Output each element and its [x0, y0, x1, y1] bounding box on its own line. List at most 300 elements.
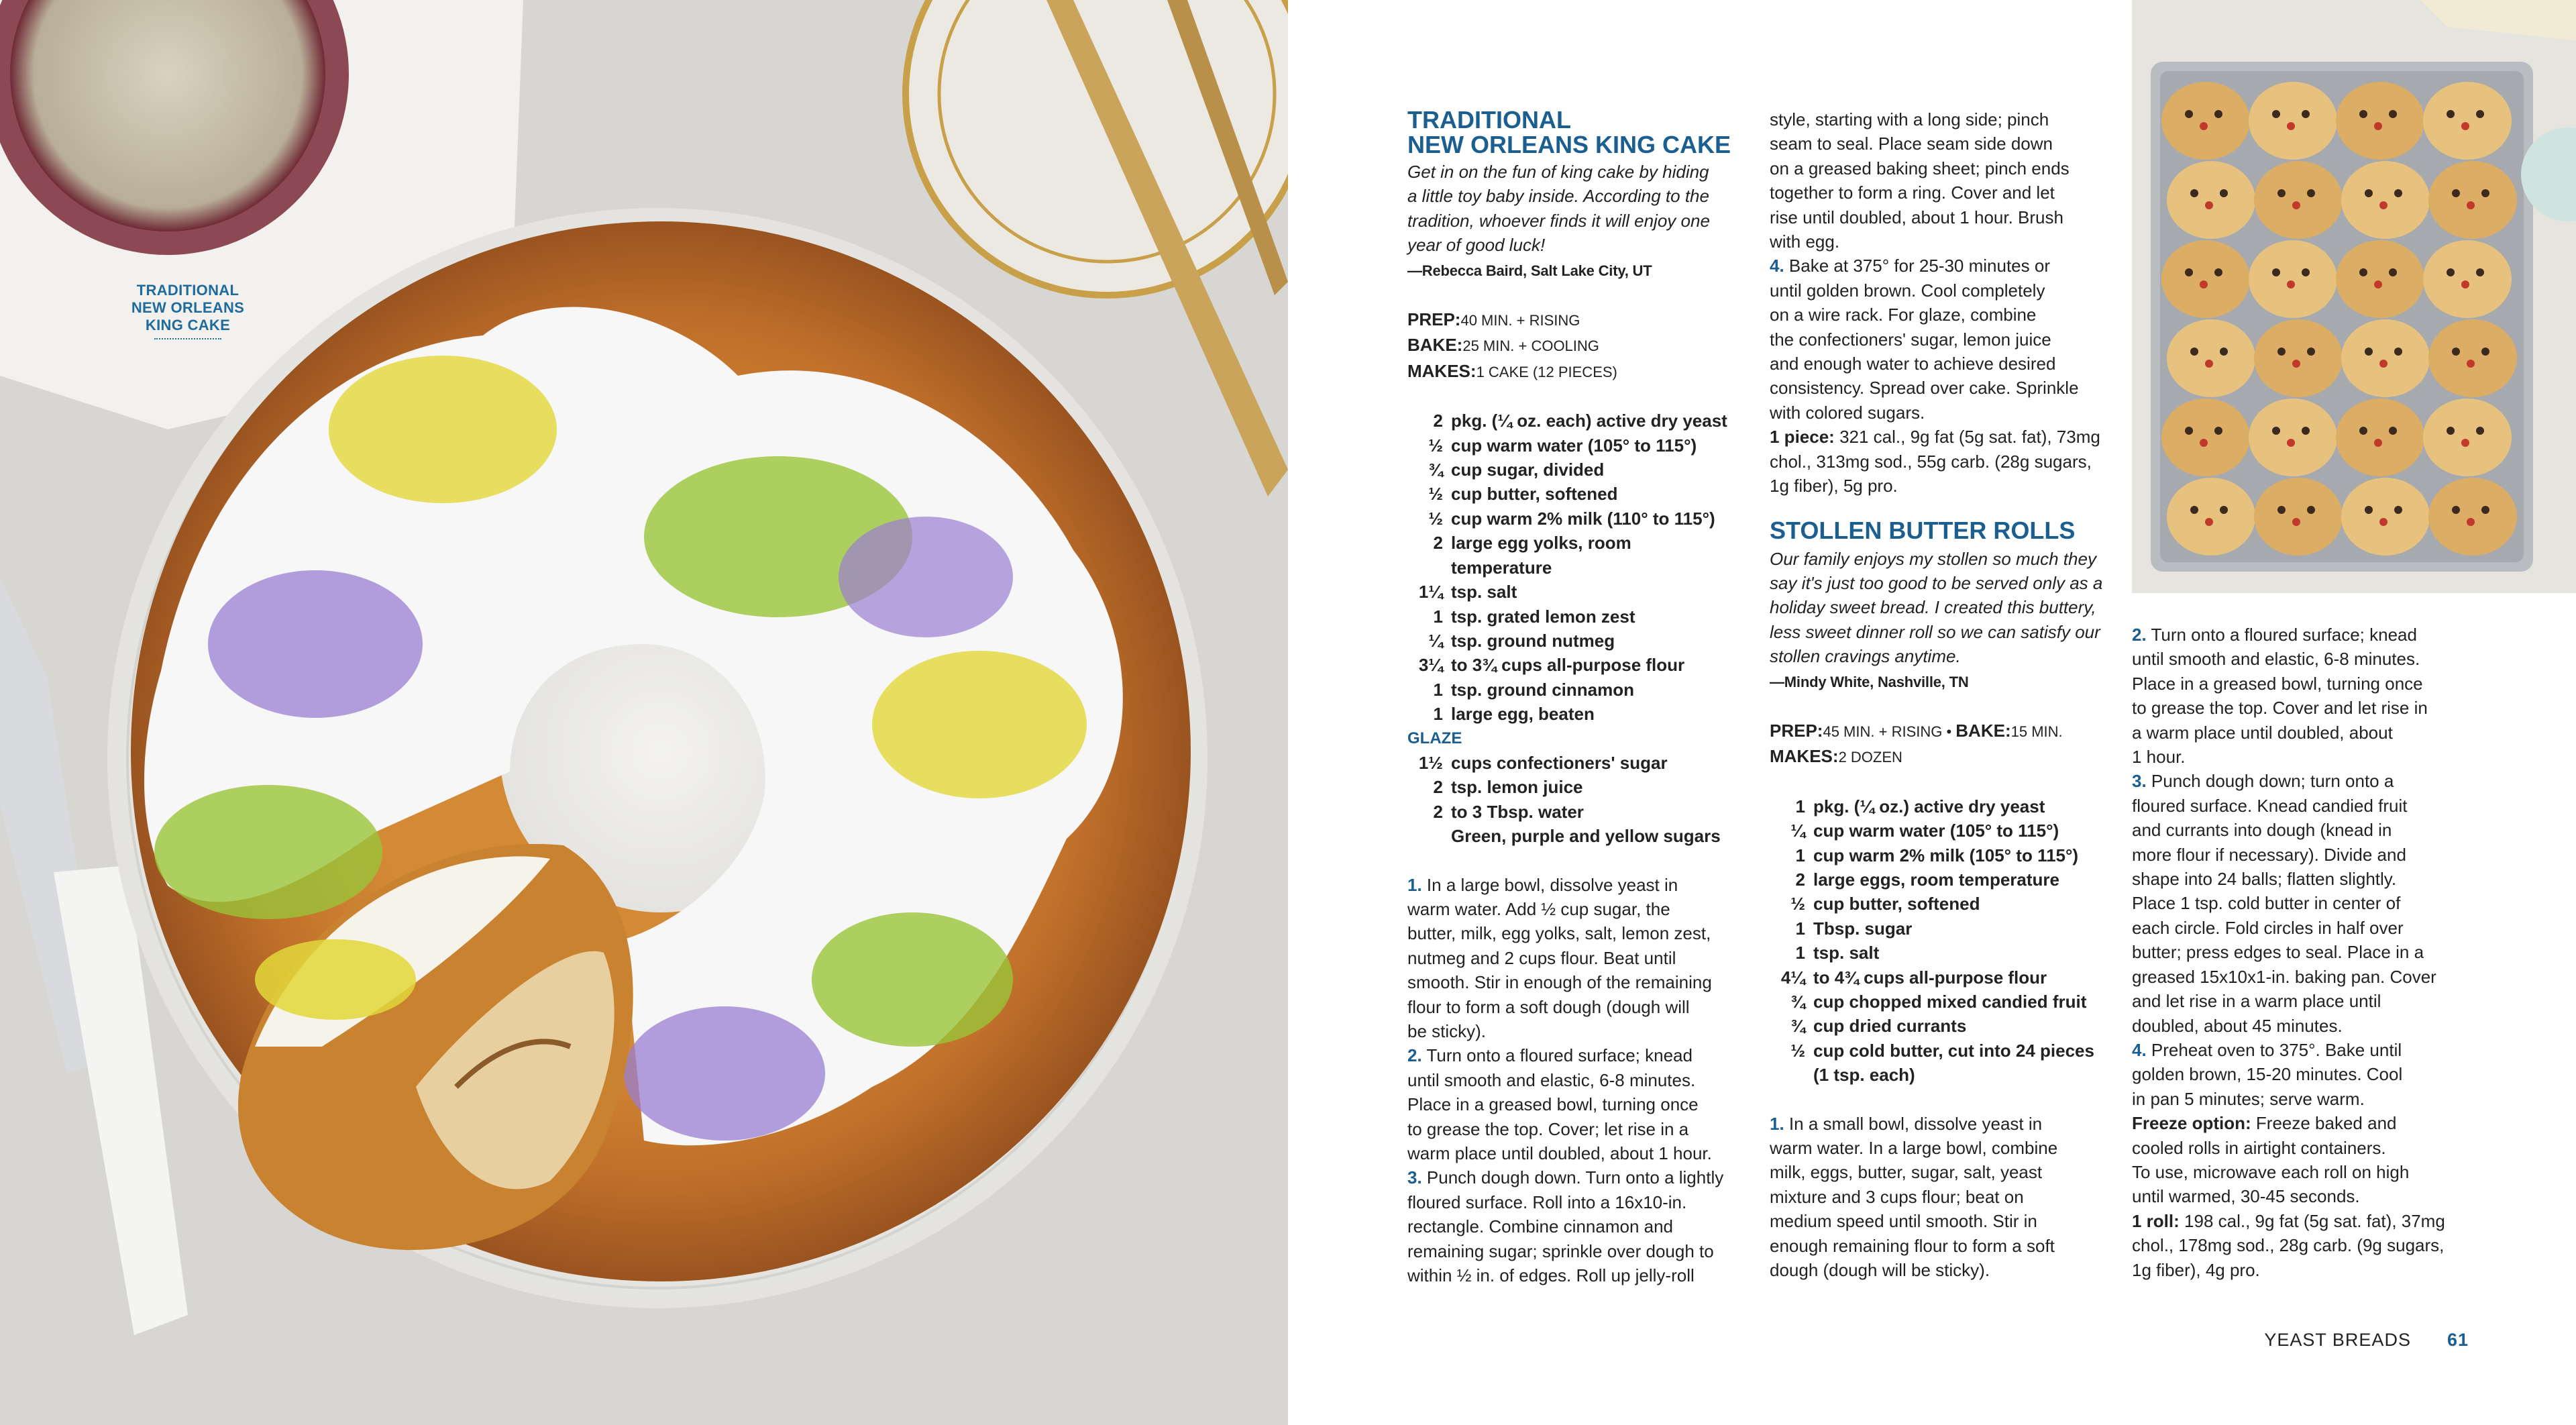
text-line: warm water. Add ½ cup sugar, the [1407, 898, 1670, 919]
fruit-dot [2389, 427, 2397, 435]
ingredient-text: large egg, beaten [1451, 704, 1595, 725]
intro-line: tradition, whoever finds it will enjoy one [1407, 210, 1710, 231]
ingredient-row [1407, 653, 1750, 677]
ingredient-text: cup warm 2% milk (105° to 115°) [1813, 845, 2079, 865]
text-line: To use, microwave each roll on high [2132, 1161, 2410, 1182]
fruit-dot [2190, 189, 2198, 197]
step-number: 2. [1407, 1045, 1422, 1066]
text-line: cooled rolls in airtight containers. [2132, 1137, 2386, 1158]
fruit-dot [2476, 268, 2484, 276]
glaze-heading: GLAZE [1407, 729, 1462, 747]
page-number: 61 [2447, 1330, 2469, 1350]
roll-shape [2167, 161, 2255, 239]
ingredient-text: large eggs, room temperature [1813, 869, 2059, 890]
text-line: Place in a greased bowl, turning once [1407, 1094, 1699, 1115]
fruit-dot [2200, 122, 2208, 130]
fruit-dot [2452, 348, 2460, 356]
step-number: 4. [2132, 1039, 2147, 1060]
roll-shape [2161, 399, 2250, 476]
fruit-dot [2467, 518, 2475, 526]
fruit-dot [2190, 506, 2198, 514]
intro-line: a little toy baby inside. According to the [1407, 186, 1709, 207]
ingredient-quantity: 2 [1795, 869, 1805, 890]
makes-label: MAKES: [1770, 746, 1839, 767]
fruit-dot [2379, 201, 2387, 209]
text-line: Turn onto a floured surface; knead [1426, 1045, 1693, 1066]
ingredient-quantity: 2 [1433, 533, 1443, 553]
text-line: enough remaining flour to form a soft [1770, 1235, 2055, 1256]
step-continuation [1770, 107, 2112, 254]
text-line: together to form a ring. Cover and let [1770, 182, 2055, 203]
text-line: until smooth and elastic, 6-8 minutes. [1407, 1069, 1696, 1090]
recipe-byline: —Rebecca Baird, Salt Lake City, UT [1407, 262, 1652, 279]
text-line: butter, milk, egg yolks, salt, lemon zest, [1407, 923, 1711, 944]
ingredient-row [1407, 556, 1750, 580]
fruit-dot [2277, 348, 2286, 356]
step-paragraph [1770, 1112, 2112, 1283]
text-line: doubled, about 45 minutes. [2132, 1015, 2343, 1036]
fruit-dot [2461, 122, 2469, 130]
text-line: Our family enjoys my stollen so much they [1770, 548, 2096, 569]
ingredient-quantity: ½ [1790, 1040, 1805, 1061]
text-line: to grease the top. Cover and let rise in [2132, 698, 2428, 719]
text-line: 1g fiber), 4g pro. [2132, 1259, 2260, 1280]
fruit-dot [2220, 189, 2228, 197]
prep-label: PREP: [1770, 720, 1823, 741]
ingredient-row [1770, 916, 2112, 941]
ingredient-row [1407, 409, 1750, 433]
fruit-dot [2272, 268, 2280, 276]
fruit-dot [2389, 268, 2397, 276]
fruit-dot [2481, 189, 2489, 197]
text-line: golden brown, 15-20 minutes. Cool [2132, 1064, 2403, 1085]
ingredient-text: cup dried currants [1813, 1016, 1967, 1037]
step-number: 1. [1770, 1113, 1784, 1134]
ingredient-text: temperature [1451, 557, 1552, 578]
ingredient-row [1770, 819, 2112, 843]
ingredient-quantity: 1 [1433, 606, 1443, 627]
glaze-ingredient-list [1407, 751, 1750, 849]
ingredient-text: tsp. ground nutmeg [1451, 630, 1615, 651]
text-line: in pan 5 minutes; serve warm. [2132, 1088, 2365, 1109]
text-line: 198 cal., 9g fat (5g sat. fat), 37mg [2184, 1210, 2445, 1231]
stollen-rolls-photo [2132, 0, 2576, 593]
ingredient-text: tsp. grated lemon zest [1451, 606, 1635, 627]
ingredient-row [1407, 751, 1750, 775]
text-line: nutmeg and 2 cups flour. Beat until [1407, 947, 1676, 968]
step-paragraph [1407, 1043, 1750, 1165]
text-line: butter; press edges to seal. Place in a [2132, 942, 2424, 963]
ingredient-text: (1 tsp. each) [1813, 1065, 1915, 1086]
ingredient-quantity [1407, 824, 1451, 848]
fruit-dot [2220, 348, 2228, 356]
ingredient-row [1407, 775, 1750, 799]
fruit-dot [2302, 110, 2310, 118]
ingredient-row [1407, 678, 1750, 702]
fruit-dot [2292, 518, 2300, 526]
step-paragraph [1770, 107, 2112, 254]
text-line: less sweet dinner roll so we can satisfy our [1770, 621, 2100, 642]
recipe-step [2132, 623, 2467, 769]
makes-label: MAKES: [1407, 360, 1477, 381]
fruit-dot [2272, 427, 2280, 435]
fruit-dot [2476, 110, 2484, 118]
text-line: style, starting with a long side; pinch [1770, 109, 2049, 129]
section-name: YEAST BREADS [2264, 1330, 2411, 1350]
text-line: greased 15x10x1-in. baking pan. Cover [2132, 966, 2436, 987]
recipe-title [1407, 107, 1750, 157]
roll-shape [2254, 319, 2343, 397]
ingredient-row [1770, 867, 2112, 892]
ingredient-quantity: 1 [1795, 796, 1805, 816]
text-line: with colored sugars. [1770, 402, 1925, 423]
ingredient-quantity: 1 [1795, 943, 1805, 963]
fruit-dot [2307, 506, 2315, 514]
nutrition-facts [1770, 425, 2112, 498]
text-line: floured surface. Roll into a 16x10-in. [1407, 1192, 1687, 1212]
ingredient-text: tsp. lemon juice [1451, 777, 1583, 798]
ingredient-row [1770, 941, 2112, 965]
step-number: 3. [2132, 771, 2147, 792]
fruit-dot [2447, 268, 2455, 276]
roll-shape [2167, 319, 2255, 397]
roll-shape [2167, 478, 2255, 556]
ingredient-text: cup warm 2% milk (110° to 115°) [1451, 508, 1715, 529]
nutrition-facts [2132, 1209, 2467, 1282]
text-line: In a small bowl, dissolve yeast in [1788, 1113, 2043, 1134]
fruit-dot [2394, 506, 2402, 514]
text-line: Place 1 tsp. cold butter in center of [2132, 893, 2401, 914]
fruit-dot [2481, 506, 2489, 514]
roll-shape [2161, 82, 2250, 160]
ingredient-row [1407, 629, 1750, 653]
text-line: rise until doubled, about 1 hour. Brush [1770, 207, 2063, 227]
fruit-dot [2394, 348, 2402, 356]
fruit-dot [2185, 427, 2193, 435]
step-paragraph [2132, 769, 2467, 1037]
photo-caption-line: TRADITIONAL [136, 282, 239, 299]
text-line: 321 cal., 9g fat (5g sat. fat), 73mg [1839, 427, 2100, 447]
ingredient-text: to 3 Tbsp. water [1451, 801, 1584, 822]
column-2 [1770, 107, 2112, 1282]
ingredient-row [1770, 1063, 2112, 1087]
roll-shape [2336, 82, 2424, 160]
step-paragraph [2132, 1038, 2467, 1111]
roll-shape [2249, 399, 2337, 476]
ingredient-row [1770, 843, 2112, 867]
fruit-dot [2287, 122, 2295, 130]
fruit-dot [2190, 348, 2198, 356]
recipe-intro [1407, 160, 1750, 258]
nutrition-label: 1 piece: [1770, 427, 1835, 447]
ingredient-quantity: 3¼ [1418, 655, 1443, 676]
photo-caption-line: NEW ORLEANS [131, 299, 245, 316]
roll-shape [2249, 82, 2337, 160]
photo-caption-line: KING CAKE [145, 317, 231, 333]
text-line: on a greased baking sheet; pinch ends [1770, 158, 2070, 178]
fruit-dot [2379, 518, 2387, 526]
freeze-option [2132, 1111, 2467, 1209]
ingredient-text: cup butter, softened [1451, 484, 1618, 505]
ingredient-quantity: 1½ [1418, 752, 1443, 773]
roll-shape [2249, 240, 2337, 318]
fruit-dot [2365, 189, 2373, 197]
nutrition [2132, 1209, 2467, 1282]
ingredient-quantity: 1 [1795, 845, 1805, 865]
photo-caption [131, 282, 245, 339]
recipe-title-line: NEW ORLEANS KING CAKE [1407, 131, 1731, 158]
fruit-dot [2272, 110, 2280, 118]
ingredient-quantity [1770, 1063, 1813, 1087]
text-line: smooth. Stir in enough of the remaining [1407, 972, 1712, 993]
text-line: on a wire rack. For glaze, combine [1770, 305, 2037, 325]
text-line: more flour if necessary). Divide and [2132, 844, 2406, 865]
fruit-dot [2447, 427, 2455, 435]
ingredient-text: cups confectioners' sugar [1451, 752, 1668, 773]
ingredient-row [1770, 965, 2112, 990]
intro-line: year of good luck! [1407, 235, 1546, 256]
fruit-dot [2447, 110, 2455, 118]
ingredient-quantity: 1 [1433, 679, 1443, 700]
recipe-meta [1770, 719, 2112, 770]
fruit-dot [2307, 348, 2315, 356]
ingredient-quantity: 1 [1433, 704, 1443, 725]
fruit-dot [2365, 506, 2373, 514]
text-line: within ½ in. of edges. Roll up jelly-roll [1407, 1265, 1695, 1286]
intro-line: Get in on the fun of king cake by hiding [1407, 162, 1709, 182]
fruit-dot [2307, 189, 2315, 197]
text-line: flour to form a soft dough (dough will [1407, 996, 1690, 1017]
fruit-dot [2292, 201, 2300, 209]
fruit-dot [2452, 189, 2460, 197]
text-line: stollen cravings anytime. [1770, 646, 1961, 667]
ingredient-row [1770, 892, 2112, 916]
text-line: Freeze baked and [2255, 1113, 2397, 1134]
ingredient-row [1407, 800, 1750, 824]
fruit-dot [2287, 280, 2295, 288]
text-line: each circle. Fold circles in half over [2132, 917, 2404, 938]
roll-shape [2423, 240, 2512, 318]
text-line: and let rise in a warm place until [2132, 991, 2381, 1012]
roll-shape [2254, 478, 2343, 556]
fruit-dot [2467, 360, 2475, 368]
text-line: In a large bowl, dissolve yeast in [1426, 874, 1678, 895]
bake-label: BAKE: [1955, 720, 2011, 741]
roll-shape [2423, 82, 2512, 160]
recipe-page [1288, 0, 2576, 1425]
nutrition-label: 1 roll: [2132, 1210, 2180, 1231]
fruit-dot [2359, 110, 2367, 118]
ingredient-row [1407, 482, 1750, 506]
fruit-dot [2359, 268, 2367, 276]
ingredient-quantity: 2 [1433, 777, 1443, 798]
ingredient-text: tsp. ground cinnamon [1451, 679, 1634, 700]
text-line: medium speed until smooth. Stir in [1770, 1211, 2037, 1232]
ingredient-row [1770, 1039, 2112, 1063]
text-line: 1 hour. [2132, 747, 2186, 768]
ingredient-quantity: 1 [1795, 918, 1805, 939]
recipe-byline: —Mindy White, Nashville, TN [1770, 673, 1969, 690]
recipe-meta [1407, 307, 1750, 384]
fruit-dot [2461, 280, 2469, 288]
column-3 [2132, 623, 2467, 1282]
ingredient-quantity: 4¼ [1780, 967, 1805, 988]
roll-shape [2341, 161, 2430, 239]
text-line: until smooth and elastic, 6-8 minutes. [2132, 649, 2420, 670]
step-number: 3. [1407, 1167, 1422, 1188]
roll-shape [2428, 319, 2517, 397]
freeze-option-label: Freeze option: [2132, 1113, 2251, 1134]
ingredient-quantity: 2 [1433, 801, 1443, 822]
ingredient-row [1407, 507, 1750, 531]
column-1 [1407, 107, 1750, 1287]
text-line: floured surface. Knead candied fruit [2132, 795, 2408, 816]
ingredient-text: pkg. (¼ oz.) active dry yeast [1813, 796, 2045, 816]
ingredient-text: Green, purple and yellow sugars [1451, 826, 1721, 847]
text-line: rectangle. Combine cinnamon and [1407, 1216, 1674, 1237]
recipe-step [2132, 1038, 2467, 1111]
text-line: Bake at 375° for 25-30 minutes or [1788, 256, 2050, 276]
ingredient-text: cup sugar, divided [1451, 460, 1605, 480]
text-line: shape into 24 balls; flatten slightly. [2132, 869, 2397, 890]
fruit-dot [2302, 268, 2310, 276]
ingredient-quantity: ¾ [1790, 992, 1805, 1012]
text-line: warm water. In a large bowl, combine [1770, 1138, 2058, 1159]
fruit-dot [2452, 506, 2460, 514]
prep-value: 45 MIN. + RISING • [1823, 723, 1956, 740]
text-line: warm place until doubled, about 1 hour. [1407, 1143, 1712, 1164]
ingredient-list [1770, 794, 2112, 1088]
ingredient-text: cup chopped mixed candied fruit [1813, 992, 2087, 1012]
fruit-dot [2359, 427, 2367, 435]
ingredient-row [1407, 531, 1750, 555]
ingredient-text: tsp. salt [1451, 582, 1517, 602]
ingredient-quantity: 1¼ [1418, 582, 1443, 602]
ingredient-text: pkg. (¼ oz. each) active dry yeast [1451, 411, 1727, 431]
text-line: and currants into dough (knead in [2132, 820, 2392, 841]
bake-label: BAKE: [1407, 335, 1463, 356]
fruit-dot [2374, 439, 2382, 447]
step-number: 2. [2132, 625, 2147, 645]
text-line: consistency. Spread over cake. Sprinkle [1770, 378, 2079, 399]
ingredient-text: cup warm water (105° to 115°) [1813, 821, 2059, 841]
ingredient-quantity: ¾ [1428, 460, 1443, 480]
fruit-dot [2365, 348, 2373, 356]
step-number: 1. [1407, 874, 1422, 895]
ingredient-quantity: ¾ [1790, 1016, 1805, 1037]
fruit-dot [2277, 189, 2286, 197]
text-line: to grease the top. Cover; let rise in a [1407, 1118, 1689, 1139]
recipe-title: STOLLEN BUTTER ROLLS [1770, 516, 2076, 544]
text-line: until warmed, 30-45 seconds. [2132, 1186, 2360, 1207]
fruit-dot [2214, 427, 2222, 435]
ingredient-quantity: ½ [1428, 508, 1443, 529]
roll-shape [2428, 478, 2517, 556]
fruit-dot [2394, 189, 2402, 197]
recipe-steps [1407, 873, 1750, 1288]
text-line: milk, eggs, butter, sugar, salt, yeast [1770, 1162, 2043, 1183]
fruit-dot [2205, 518, 2213, 526]
text-line: 1g fiber), 5g pro. [1770, 476, 1898, 496]
roll-shape [2341, 319, 2430, 397]
fruit-dot [2214, 110, 2222, 118]
ingredient-list [1407, 409, 1750, 726]
fruit-dot [2200, 280, 2208, 288]
ingredient-row [1770, 794, 2112, 819]
caption-dots [154, 338, 221, 339]
recipe-step [1770, 1112, 2112, 1283]
fruit-dot [2205, 201, 2213, 209]
text-line: be sticky). [1407, 1021, 1487, 1041]
makes-value: 1 CAKE (12 PIECES) [1476, 363, 1617, 380]
text-line: Punch dough down. Turn onto a lightly [1426, 1167, 1724, 1188]
text-line: holiday sweet bread. I created this buttery, [1770, 597, 2096, 618]
text-line: seam to seal. Place seam side down [1770, 134, 2053, 154]
text-line: remaining sugar; sprinkle over dough to [1407, 1241, 1714, 1261]
text-line: mixture and 3 cups flour; beat on [1770, 1186, 2024, 1207]
text-line: the confectioners' sugar, lemon juice [1770, 329, 2051, 350]
text-line: a warm place until doubled, about [2132, 722, 2393, 743]
text-line: Preheat oven to 375°. Bake until [2151, 1039, 2402, 1060]
ingredient-quantity: ½ [1428, 484, 1443, 505]
fruit-dot [2461, 439, 2469, 447]
recipe-step [2132, 769, 2467, 1037]
makes-value: 2 DOZEN [1838, 749, 1902, 766]
ingredient-row [1407, 604, 1750, 629]
fruit-dot [2379, 360, 2387, 368]
recipe-intro [1770, 547, 2112, 669]
ingredient-text: cup butter, softened [1813, 894, 1980, 914]
fruit-dot [2277, 506, 2286, 514]
ingredient-text: to 3¾ cups all-purpose flour [1451, 655, 1685, 676]
ingredient-row [1407, 702, 1750, 726]
freeze-option [2132, 1111, 2467, 1209]
fruit-dot [2214, 268, 2222, 276]
fruit-dot [2374, 280, 2382, 288]
roll-shape [2428, 161, 2517, 239]
prep-value: 40 MIN. + RISING [1460, 312, 1580, 329]
step-paragraph [2132, 623, 2467, 769]
text-line: dough (dough will be sticky). [1770, 1260, 1990, 1281]
ingredient-text: tsp. salt [1813, 943, 1880, 963]
roll-shape [2341, 478, 2430, 556]
fruit-dot [2200, 439, 2208, 447]
step-paragraph [1407, 873, 1750, 1044]
ingredient-text: cup cold butter, cut into 24 pieces [1813, 1040, 2094, 1061]
ingredient-quantity: ½ [1790, 894, 1805, 914]
fruit-dot [2185, 268, 2193, 276]
ingredient-text: Tbsp. sugar [1813, 918, 1913, 939]
fruit-dot [2292, 360, 2300, 368]
ingredient-text: large egg yolks, room [1451, 533, 1631, 553]
text-line: Turn onto a floured surface; knead [2151, 625, 2417, 645]
fruit-dot [2476, 427, 2484, 435]
roll-shape [2336, 240, 2424, 318]
prep-label: PREP: [1407, 309, 1461, 330]
text-line: Place in a greased bowl, turning once [2132, 673, 2423, 694]
ingredient-row [1407, 824, 1750, 848]
ingredient-row [1770, 990, 2112, 1014]
recipe-step [1770, 254, 2112, 425]
text-line: until golden brown. Cool completely [1770, 280, 2045, 301]
nutrition [1770, 425, 2112, 498]
ingredient-row [1407, 433, 1750, 458]
text-line: chol., 313mg sod., 55g carb. (28g sugars, [1770, 451, 2092, 472]
recipe-title-line: TRADITIONAL [1407, 106, 1571, 134]
fruit-dot [2374, 122, 2382, 130]
bake-value: 15 MIN. [2010, 723, 2063, 740]
roll-shape [2161, 240, 2250, 318]
